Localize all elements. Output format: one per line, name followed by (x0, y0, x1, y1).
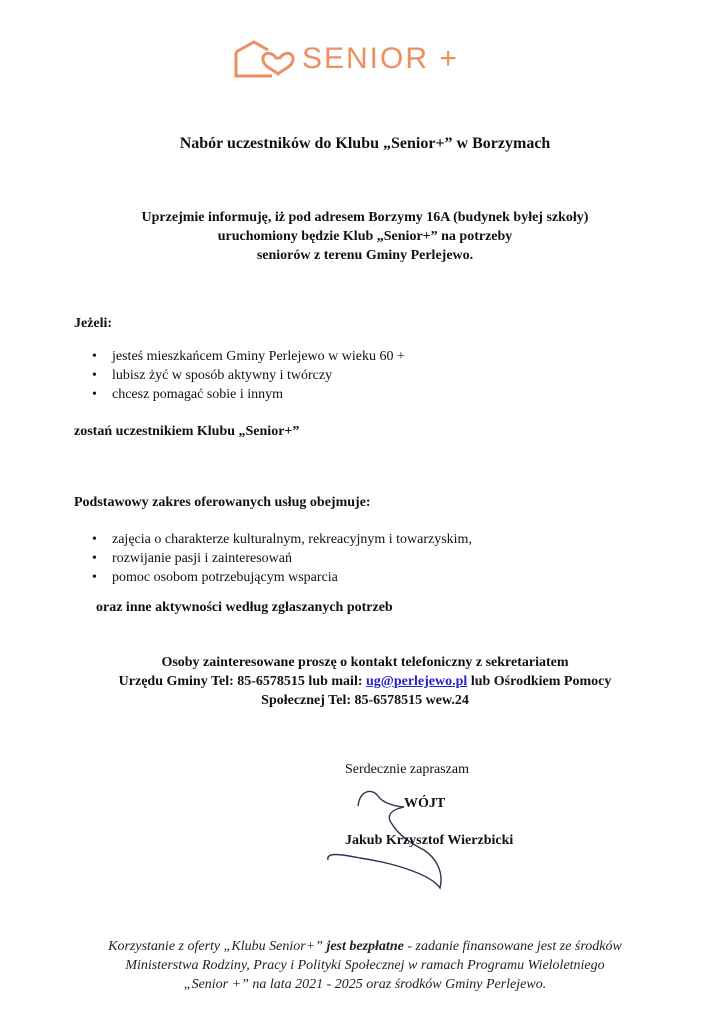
footer-text: Korzystanie z oferty „Klubu Senior+” (108, 939, 327, 954)
senior-plus-logo (232, 38, 459, 80)
page-title: Nabór uczestników do Klubu „Senior+” w Borzymach (179, 135, 551, 152)
contact-line: Osoby zainteresowane proszę o kontakt telefoniczny z sekretariatem (161, 655, 569, 670)
contact-block (0, 653, 708, 710)
contact-text: lub Ośrodkiem Pomocy (467, 674, 612, 689)
intro-paragraph (0, 208, 708, 265)
intro-line: seniorów z terenu Gminy Perlejewo. (256, 248, 474, 263)
funding-note (0, 937, 708, 994)
footer-line (0, 937, 708, 956)
list-item: • rozwijanie pasji i zainteresowań (92, 549, 472, 568)
services-heading: Podstawowy zakres oferowanych usług obejmuje: (74, 495, 371, 510)
footer-line: Ministerstwa Rodziny, Pracy i Polityki Społecznej w ramach Programu Wieloletniego (125, 958, 605, 973)
services-list (92, 530, 472, 587)
signatory-name: Jakub Krzysztof Wierzbicki (345, 833, 514, 848)
footer-text: - zadanie finansowane jest ze środków (403, 939, 622, 954)
conditions-list (92, 347, 405, 404)
list-item: • lubisz żyć w sposób aktywny i twórczy (92, 366, 405, 385)
free-highlight: jest bezpłatne (326, 939, 404, 954)
footer-line: „Senior +” na lata 2021 - 2025 oraz środków Gminy Perlejewo. (183, 977, 547, 992)
contact-line (0, 672, 708, 691)
list-item: • chcesz pomagać sobie i innym (92, 385, 405, 404)
conditions-heading: Jeżeli: (74, 316, 113, 331)
email-link[interactable]: ug@perlejewo.pl (366, 674, 468, 689)
other-activities: oraz inne aktywności według zgłaszanych potrzeb (96, 600, 393, 615)
contact-line: Społecznej Tel: 85-6578515 wew.24 (261, 693, 469, 708)
intro-line: Uprzejmie informuję, iż pod adresem Borzymy 16A (budynek byłej szkoły) (141, 210, 589, 225)
closing-greeting: Serdecznie zapraszam (345, 762, 469, 777)
signatory-role: WÓJT (404, 796, 446, 811)
house-heart-icon (232, 38, 298, 80)
list-item: • zajęcia o charakterze kulturalnym, rekreacyjnym i towarzyskim, (92, 530, 472, 549)
contact-text: Urzędu Gminy Tel: 85-6578515 lub mail: (118, 674, 367, 689)
list-item: • jesteś mieszkańcem Gminy Perlejewo w wieku 60 + (92, 347, 405, 366)
logo-text: SENIOR + (302, 42, 459, 75)
join-call: zostań uczestnikiem Klubu „Senior+” (74, 424, 300, 439)
intro-line: uruchomiony będzie Klub „Senior+” na potrzeby (217, 229, 513, 244)
list-item: • pomoc osobom potrzebującym wsparcia (92, 568, 472, 587)
